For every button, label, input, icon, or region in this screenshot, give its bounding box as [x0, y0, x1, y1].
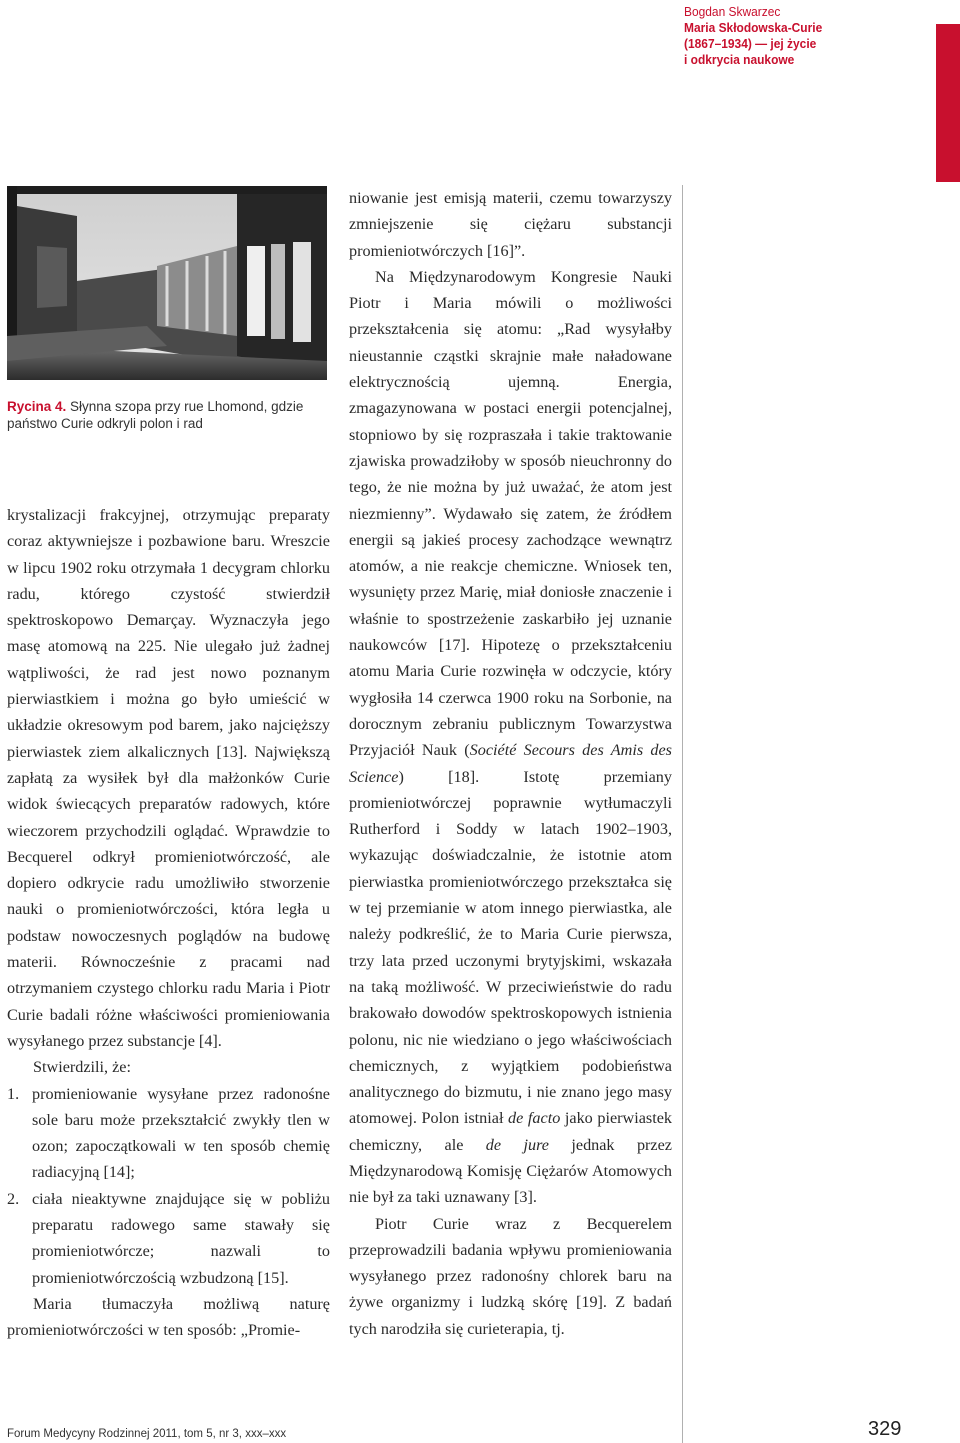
italic-text: Société Secours des Amis des Science — [349, 741, 672, 786]
paragraph-text: jako pierwiastek chemiczny, ale — [349, 1109, 672, 1154]
list-item-text: ciała nieaktywne znajdujące się w pobliżu preparatu radowego same stawały się promieniotwórcze; nazwali to promieniotwórczością wzbudzoną [15]. — [32, 1189, 330, 1287]
paragraph-text: jednak przez Międzynarodową Komisję Ciężarów Atomowych nie był za taki uznawany [3]. — [349, 1135, 672, 1207]
running-head-title-line: Maria Skłodowska-Curie — [684, 20, 823, 35]
historic-shed-photo — [7, 186, 327, 380]
column-divider — [682, 185, 683, 1400]
paragraph: Maria tłumaczyła możliwą naturę promieniotwórczości w ten sposób: „Promie- — [7, 1294, 330, 1340]
list-item-number: 2. — [7, 1189, 20, 1208]
running-head-author: Bogdan Skwarzec — [684, 4, 781, 19]
paragraph-text: ) [18]. Istotę przemiany promieniotwórczej poprawnie wytłumaczyli Rutherford i Soddy w latach 1902–1903, wykazując doświadczalnie, że istotnie atom pierwiastka promieniotwórczego przekształca się w tej przemianie w atom innego pierwiastka, ale należy podkreślić, że to Maria Curie pierwsza, trzy lata przed uczonymi brytyjskimi, wskazała na taką możliwość. W przeciwieństwie do radu brakowało dowodów spektroskopowych istnienia polonu, nic nie wiedziano o jego właściwościach chemicznych, z wyjątkiem podobieństwa analitycznego do bizmutu, i nie znano jego masy atomowej. Polon istniał — [349, 767, 672, 1128]
figure-caption-text: Słynna szopa przy rue Lhomond, gdzie państwo Curie odkryli polon i rad — [7, 399, 304, 431]
paragraph-text: Na Międzynarodowym Kongresie Nauki Piotr i Maria mówili o możliwości przekształcenia się atomu: „Rad wysyłałby nieustannie cząstki skrajnie małe naładowane elektrycznością ujemną. Energia, zmagazynowana w postaci energii potencjalnej, stopniowo by się rozpraszała i takie traktowanie zjawiska prowadziłoby w sposób nieuchronny do tego, że nie można by już uważać, że atom jest niezmienny”. Wydawało się zatem, że źródłem energii są jakieś procesy zachodzące wewnątrz atomów, a nie reakcje chemiczne. Wniosek ten, wysunięty przez Marię, miał doniosłe znaczenie i właśnie to spostrzeżenie zaskarbiło jej uznanie naukowców [17]. Hipotezę o przekształceniu atomu Maria Curie rozwinęła w odczycie, który wygłosiła 14 czerwca 1900 roku na Sorbonie, na dorocznym zebraniu publicznym Towarzystwa Przyjaciół Nauk ( — [349, 267, 672, 760]
italic-text: de jure — [485, 1135, 549, 1154]
paragraph: krystalizacji frakcyjnej, otrzymując preparaty coraz aktywniejsze i pozbawione baru. Wreszcie w lipcu 1902 roku otrzymała 1 decygram chlorku radu, którego czystość stwierdził spektroskopowo Demarçay. Wyznaczyła jego masę atomową na 225. Nie ulegało już żadnej wątpliwości, że rad jest nowo poznanym pierwiastkiem i można go było umieścić w układzie okresowym pod barem, jako najcięższy pierwiastek ziem alkalicznych [13]. Największą zapłatą za wysiłek był dla małżonków Curie widok świecących preparatów radowych, które wieczorem przychodzili oglądać. Wprawdzie to Becquerel odkrył promieniotwórczość, ale dopiero odkrycie radu umożliwiło stworzenie nauki o promieniotwórczości, która legła u podstaw nowoczesnych poglądów na budowę materii. Równocześnie z pracami nad otrzymaniem czystego chlorku radu Maria i Piotr Curie badali różne właściwości promieniowania wysyłanego przez substancje [4]. — [7, 506, 330, 1050]
italic-text: de facto — [508, 1109, 561, 1128]
list-item-number: 1. — [7, 1084, 20, 1103]
paragraph: Piotr Curie wraz z Becquerelem przeprowadzili badania wpływu promieniowania wysyłanego przez radonośny chlorek baru na żywe organizmy i ludzką skórę [19]. Z badań tych narodziła się curieterapia, tj. — [349, 1214, 672, 1338]
list-item — [7, 1186, 330, 1291]
paragraph: Stwierdzili, że: — [33, 1058, 131, 1077]
running-head-title-line: (1867–1934) — jej życie — [684, 36, 817, 51]
photo-illustration — [7, 186, 327, 380]
paragraph — [349, 264, 672, 1211]
figure-label: Rycina 4. — [7, 399, 67, 414]
list-item — [7, 1081, 330, 1186]
footer-divider — [682, 1400, 683, 1443]
section-color-tab — [936, 24, 960, 182]
figure-caption — [7, 398, 337, 432]
list-item-text: promieniowanie wysyłane przez radonośne sole baru może przekształcić zwykły tlen w ozon; zapoczątkowali w ten sposób chemię radiacyjną [14]; — [32, 1084, 330, 1182]
running-head-title-line: i odkrycia naukowe — [684, 52, 795, 67]
left-text-column — [7, 502, 330, 1344]
running-head — [684, 4, 914, 68]
paragraph: niowanie jest emisją materii, czemu towarzyszy zmniejszenie się ciężaru substancji promieniotwórczych [16]”. — [349, 189, 672, 260]
page-number: 329 — [868, 1418, 902, 1440]
right-text-column — [349, 185, 672, 1342]
footer-journal: Forum Medycyny Rodzinnej 2011, tom 5, nr 3, xxx–xxx — [7, 1428, 287, 1440]
findings-list — [7, 1081, 330, 1291]
